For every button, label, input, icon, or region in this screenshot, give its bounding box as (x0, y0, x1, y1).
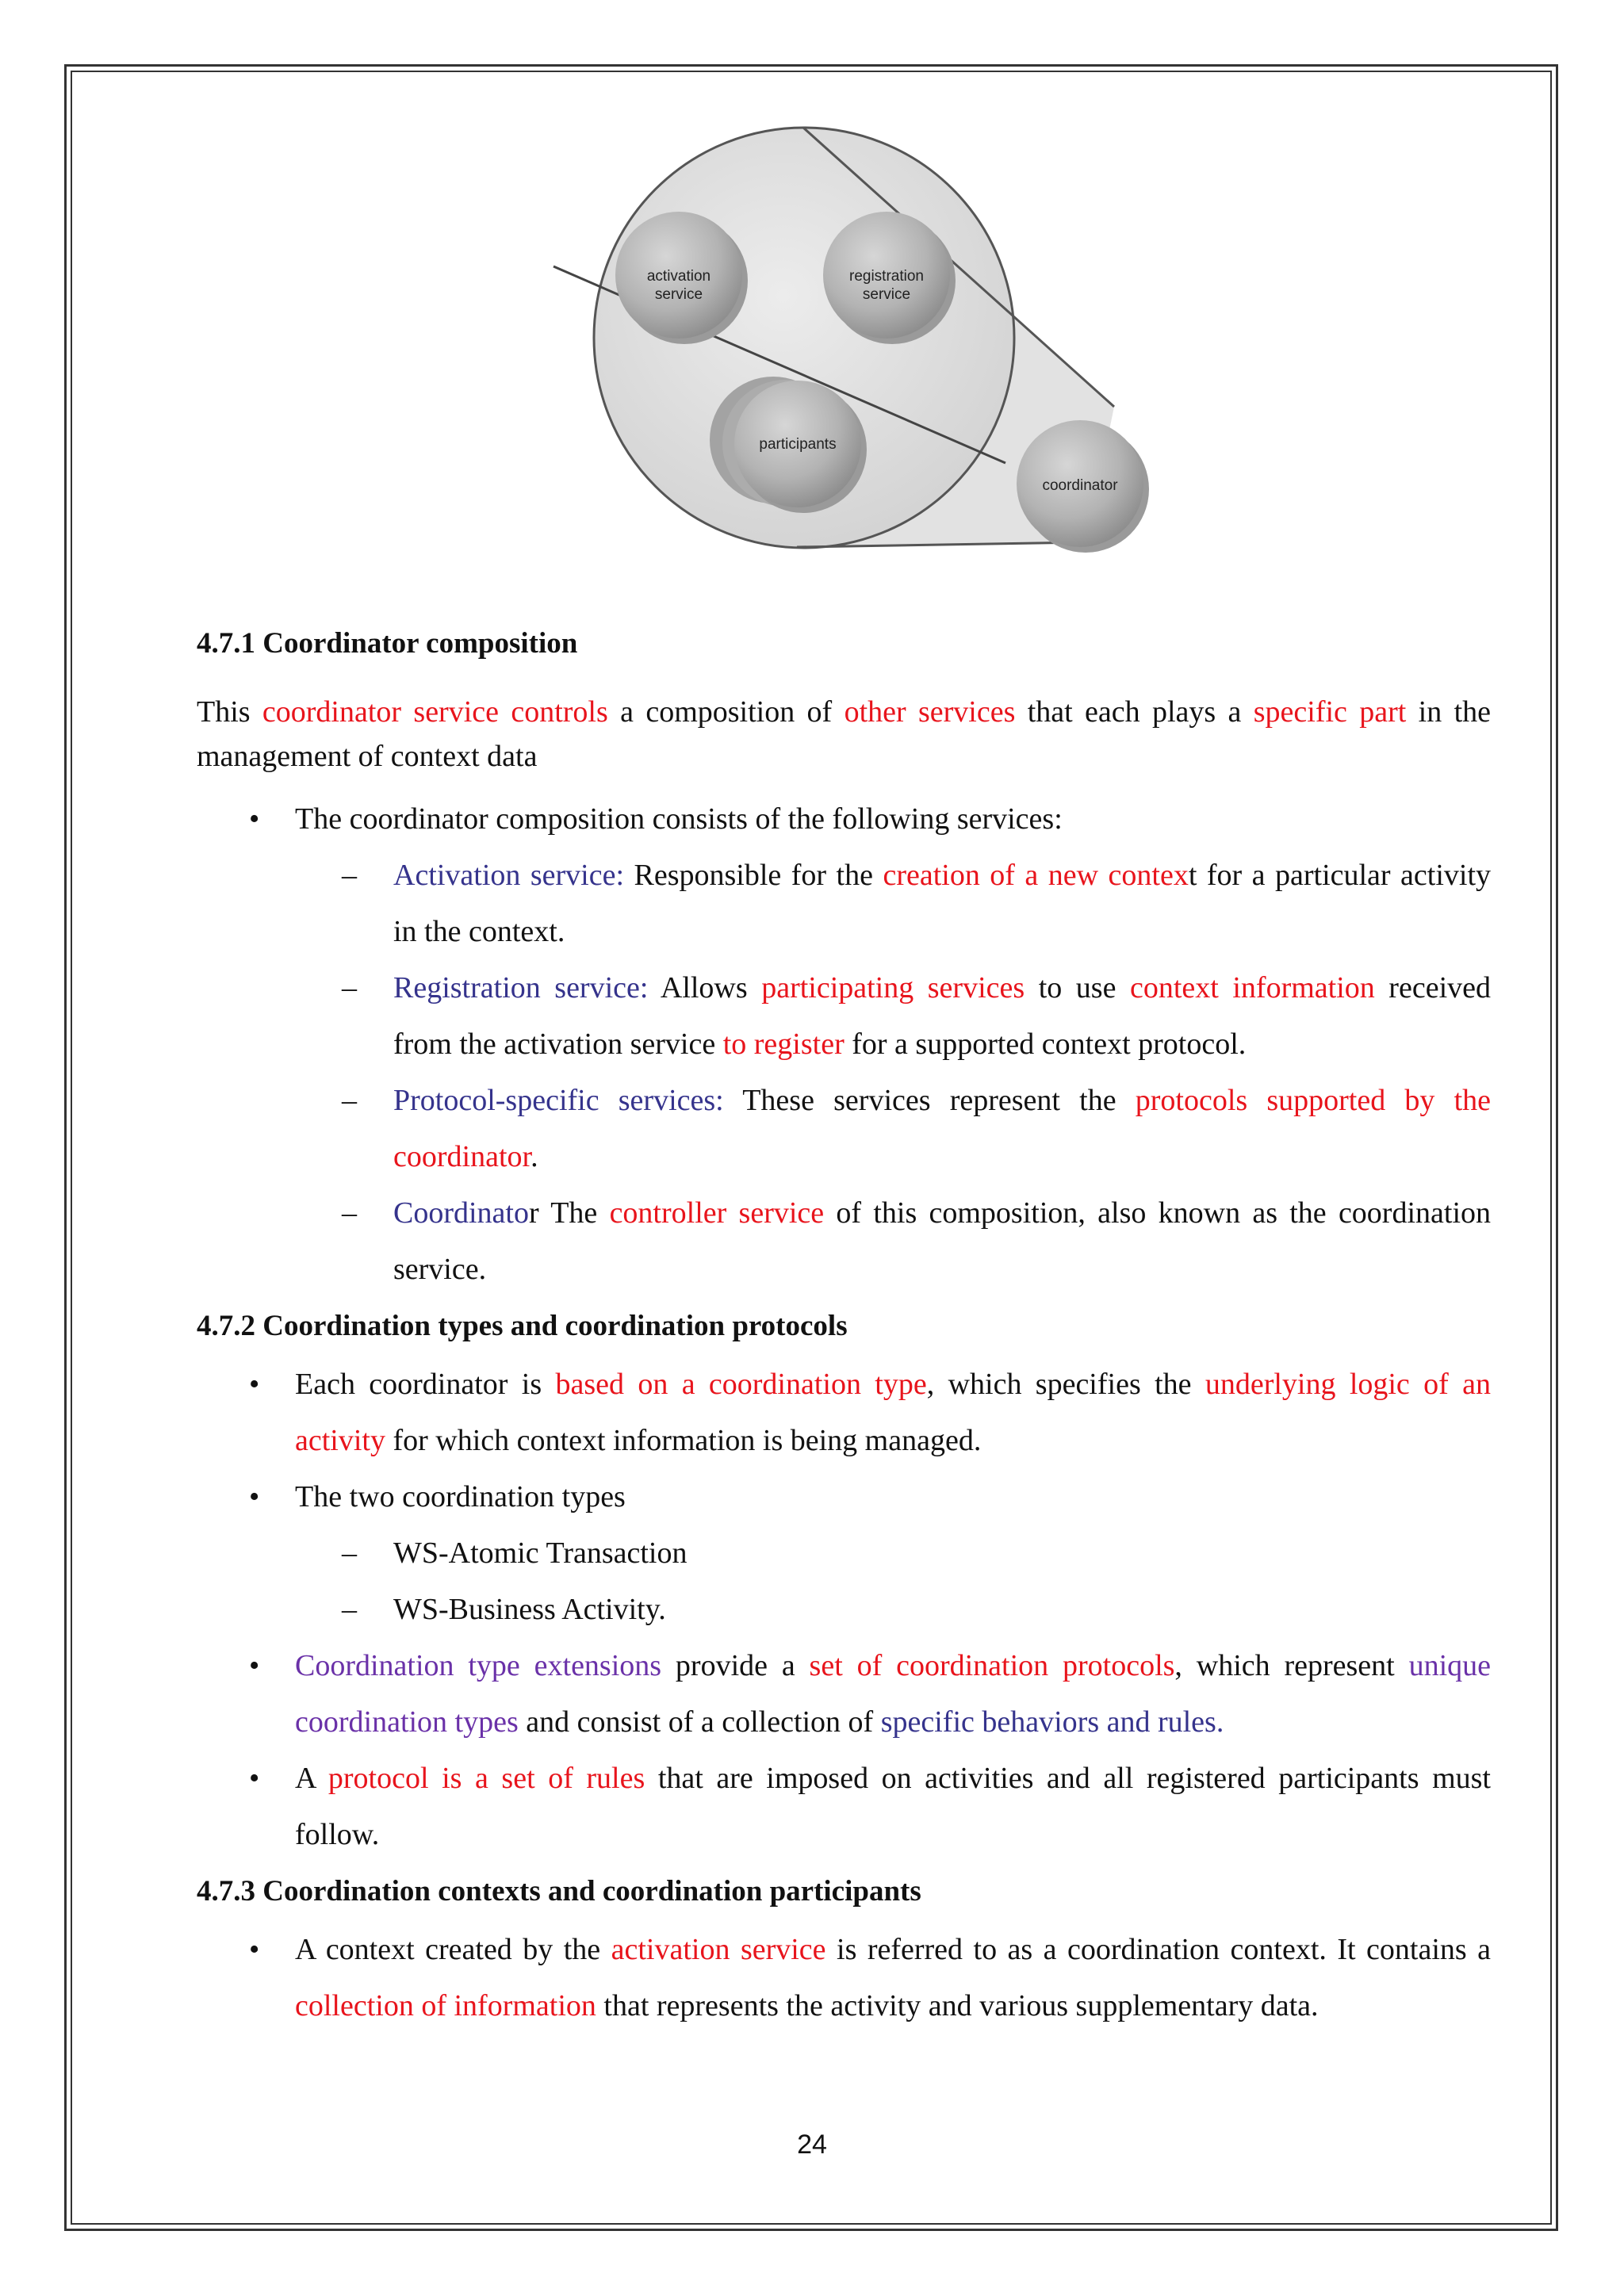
registration-label-line1: registration (849, 268, 924, 285)
sub-item-protocol-specific: – Protocol-specific services: These services represent the protocols supported by the coordinator. (197, 1073, 1491, 1185)
bullet-item: • The coordinator composition consists of the following services: (197, 791, 1491, 848)
bullet-item: • A protocol is a set of rules that are imposed on activities and all registered participants must follow. (197, 1751, 1491, 1863)
registration-label-line2: service (862, 286, 911, 303)
intro-paragraph: This coordinator service controls a composition of other services that each plays a specific part in the management of context data (197, 695, 1491, 773)
activation-label-line2: service (654, 286, 703, 303)
section-heading-4-7-1: 4.7.1 Coordinator composition (197, 627, 578, 660)
sub-item: – WS-Business Activity. (197, 1582, 1491, 1638)
activation-label-line1: activation (646, 268, 711, 285)
bullet-item: • Each coordinator is based on a coordination type, which specifies the underlying logic of an activity for which context information is being managed. (197, 1357, 1491, 1469)
sub-item-registration: – Registration service: Allows participating services to use context information received from the activation service to register for a supported context protocol. (197, 960, 1491, 1073)
section-heading-4-7-3: 4.7.3 Coordination contexts and coordination participants (197, 1875, 921, 1908)
coordinator-label: coordinator (1042, 477, 1118, 494)
page-content (197, 626, 1491, 2034)
bullet-item: • The two coordination types (197, 1469, 1491, 1525)
bullet-item: • Coordination type extensions provide a set of coordination protocols, which represent unique coordination types and consist of a collection of specific behaviors and rules. (197, 1638, 1491, 1751)
participants-label: participants (759, 436, 837, 453)
bullet-item: • A context created by the activation service is referred to as a coordination context. It contains a collection of information that represents the activity and various supplementary data. (197, 1922, 1491, 2034)
sub-item-coordinator: – Coordinator The controller service of this composition, also known as the coordination service. (197, 1185, 1491, 1298)
sub-item: – WS-Atomic Transaction (197, 1525, 1491, 1582)
section-heading-4-7-2: 4.7.2 Coordination types and coordination protocols (197, 1310, 848, 1342)
page-number: 24 (797, 2130, 827, 2160)
sub-item-activation: – Activation service: Responsible for the creation of a new context for a particular activity in the context. (197, 848, 1491, 960)
coordinator-diagram (539, 119, 1166, 571)
